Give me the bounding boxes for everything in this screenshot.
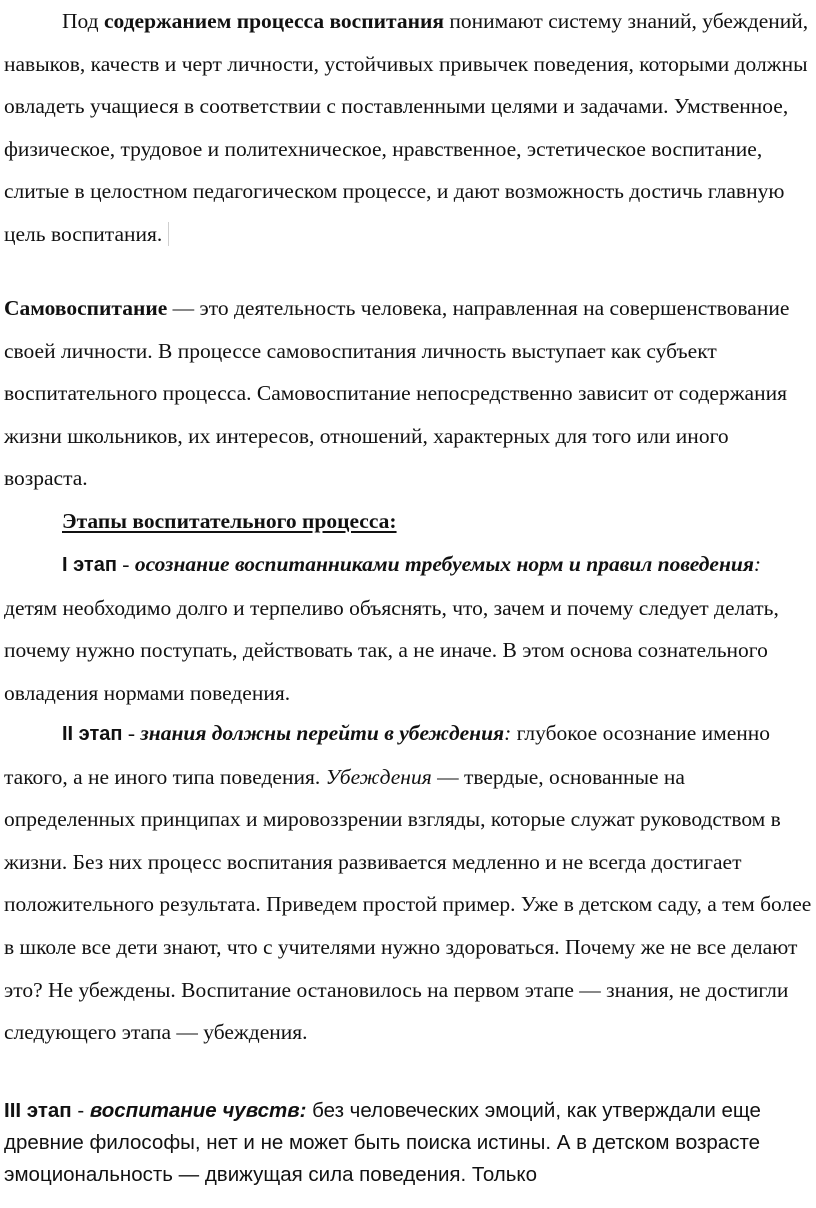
stage2-colon: : xyxy=(504,721,512,745)
paragraph-content-of-upbringing xyxy=(4,0,812,256)
stages-heading: Этапы воспитательного процесса: xyxy=(62,509,397,533)
text-cursor xyxy=(168,222,169,246)
paragraph-stage-1 xyxy=(4,543,812,714)
stage3-label: III этап xyxy=(4,1099,72,1122)
stage2-term: Убеждения xyxy=(325,764,432,789)
stage2-text2: — твердые, основанные на определенных принципах и мировоззрении взгляды, которые служат руководством в жизни. Без них процесс воспитания развивается медленно и не всегда достигает положительного результата. Приведем простой пример. Уже в детском саду, а тем более в школе все дети знают, что с учителями нужно здороваться. Почему же не все делают это? Не убеждены. Воспитание остановилось на первом этапе — знания, не достигли следующего этапа — убеждения. xyxy=(4,764,812,1045)
stage3-text: без человеческих эмоций, как утверждали еще древние философы, нет и не может быть поиска истины. А в детском возрасте эмоциональность — движущая сила поведения. Только xyxy=(4,1099,761,1186)
p2-term: Самовоспитание xyxy=(4,296,168,320)
stage1-colon: : xyxy=(753,552,762,576)
section-heading xyxy=(4,500,812,543)
stage2-title: знания должны перейти в убеждения xyxy=(140,721,505,745)
paragraph-stage-2 xyxy=(4,712,812,1054)
stage3-dash: - xyxy=(71,1099,90,1122)
stage3-title: воспитание чувств: xyxy=(89,1099,307,1122)
stage1-title: осознание воспитанниками требуемых норм и правил поведения xyxy=(134,552,754,576)
stage1-label: I этап xyxy=(62,554,117,576)
stage2-text1: глубокое осознание именно такого, а не иного типа поведения. xyxy=(4,721,771,789)
p1-text: понимают систему знаний, убеждений, навыков, качеств и черт личности, устойчивых привычек поведения, которыми должны овладеть учащиеся в соответствии с поставленными целями и задачами. Умственное, физическое, трудовое и политехническое, нравственное, эстетическое воспитание, слитые в целостном педагогическом процессе, и дают возможность достичь главную цель воспитания. xyxy=(4,9,809,246)
stage2-dash: - xyxy=(122,721,141,745)
stage1-dash: - xyxy=(116,552,135,576)
paragraph-self-education xyxy=(4,287,812,500)
stage2-label: II этап xyxy=(62,723,123,745)
p2-text: — это деятельность человека, направленная на совершенствование своей личности. В процессе самовоспитания личность выступает как субъект воспитательного процесса. Самовоспитание непосредственно зависит от содержания жизни школьников, их интересов, отношений, характерных для того или иного возраста. xyxy=(4,296,790,491)
stage1-text: детям необходимо долго и терпеливо объяснять, что, зачем и почему следует делать, почему нужно поступать, действовать так, а не иначе. В этом основа сознательного овладения нормами поведения. xyxy=(4,595,779,705)
p1-term: содержанием процесса воспитания xyxy=(103,9,444,33)
p1-prefix: Под xyxy=(62,9,104,33)
paragraph-stage-3 xyxy=(4,1095,812,1191)
